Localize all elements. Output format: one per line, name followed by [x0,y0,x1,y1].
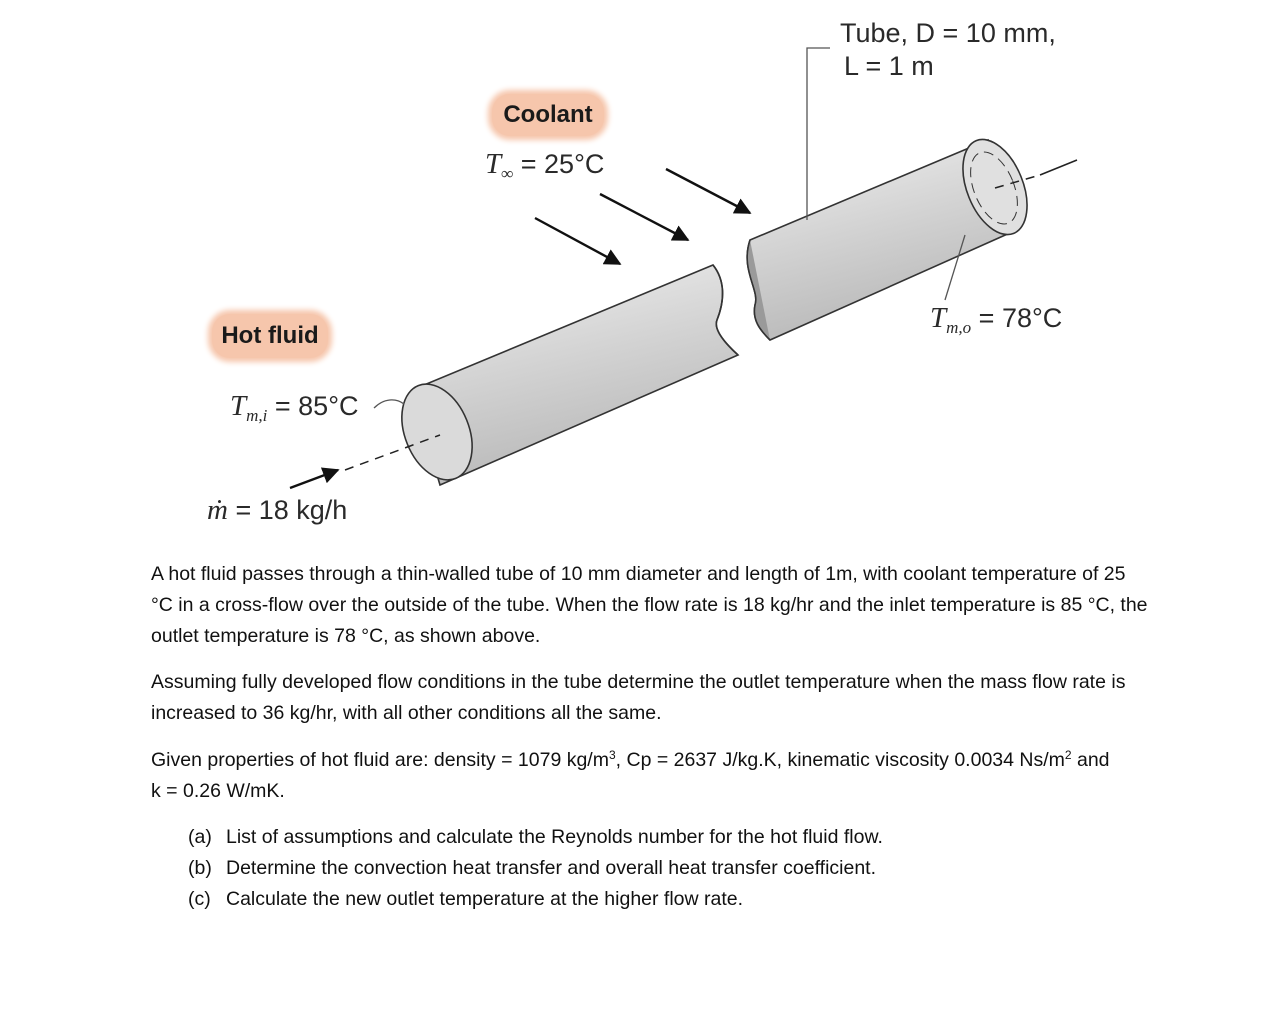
inlet-temp-symbol: T [230,390,247,422]
question-part-c [188,884,883,915]
part-c-text: Calculate the new outlet temperature at the higher flow rate. [226,888,744,910]
coolant-arrow-2 [600,194,688,240]
problem-text-2: Assuming fully developed flow conditions in the tube determine the outlet temperature when the mass flow rate is increased to 36 kg/hr, with all other conditions all the same. [151,671,1126,724]
properties-text-b: , Cp = 2637 J/kg.K, kinematic viscosity 0.0034 Ns/m [615,749,1065,771]
coolant-arrow-1 [535,218,620,264]
properties-sup-1: 3 [608,748,616,762]
tube-label-leader [807,48,830,220]
mass-flow-arrow [290,470,338,488]
outlet-temp [930,304,1062,336]
tube-label-line2: L = 1 m [844,51,934,81]
hot-fluid-label: Hot fluid [212,314,328,358]
question-parts [188,822,883,915]
part-b-text: Determine the convection heat transfer and overall heat transfer coefficient. [226,857,877,879]
coolant-temp-sub: ∞ [501,164,514,183]
centerline-exit [1040,160,1077,175]
problem-paragraph-3 [151,745,1111,807]
inlet-temp [230,392,359,424]
coolant-arrow-3 [666,169,750,213]
inlet-temp-sub: m,i [246,406,268,425]
part-c-tag: (c) [188,888,211,910]
part-b-tag: (b) [188,857,212,879]
coolant-temp-symbol: T [485,148,502,180]
tube-label [840,20,1056,80]
properties-text-c: and k = 0.26 W/mK. [151,749,1110,802]
coolant-temp-value: = 25°C [513,149,605,179]
inlet-temp-leader [374,400,404,408]
problem-paragraph-1 [151,559,1151,652]
outlet-temp-value: = 78°C [971,303,1063,333]
outlet-temp-sub: m,o [946,318,972,337]
part-a-text: List of assumptions and calculate the Reynolds number for the hot fluid flow. [226,826,883,848]
question-part-a [188,822,883,853]
problem-text-3 [151,745,1111,807]
problem-paragraph-2 [151,667,1151,729]
problem-text-1: A hot fluid passes through a thin-walled tube of 10 mm diameter and length of 1m, with coolant temperature of 25 °C in a cross-flow over the outside of the tube. When the flow rate is 18 kg/hr and the inlet temperature is 85 °C, the outlet temperature is 78 °C, as shown above. [151,563,1148,647]
tube-label-line1: Tube, D = 10 mm, [840,18,1056,48]
properties-sup-2: 2 [1064,748,1072,762]
mass-flow [207,496,347,525]
coolant-temp [485,150,604,182]
outlet-temp-symbol: T [930,302,947,334]
mass-flow-value: = 18 kg/h [227,495,348,525]
inlet-temp-value: = 85°C [267,391,359,421]
part-a-tag: (a) [188,826,212,848]
coolant-label: Coolant [492,94,604,136]
properties-text-a: Given properties of hot fluid are: density = 1079 kg/m [151,749,609,771]
mass-flow-symbol: ṁ [207,494,228,526]
question-part-b [188,853,883,884]
